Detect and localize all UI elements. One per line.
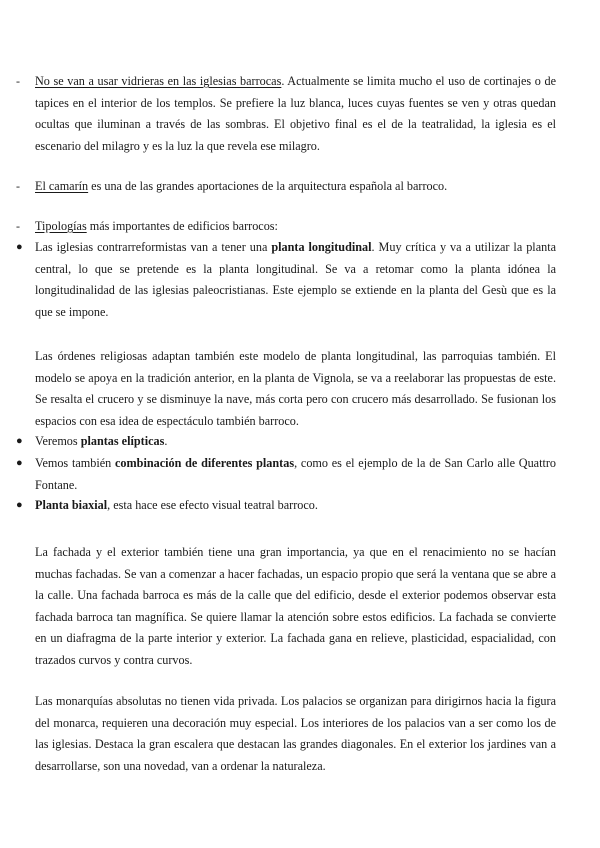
bullet-text-before: Veremos xyxy=(35,434,81,448)
bullet-marker: ● xyxy=(16,435,23,447)
bullet-bold-term: planta longitudinal xyxy=(271,240,372,254)
tipologias-text: más importantes de edificios barrocos: xyxy=(86,219,278,233)
dash-marker: - xyxy=(16,219,20,233)
bullet-marker: ● xyxy=(16,499,23,511)
paragraph-ordenes-religiosas: Las órdenes religiosas adaptan también este modelo de planta longitudinal, las parroquias también. El modelo se apoya en la tradición anterior, en la planta de Vignola, se va a reelaborar las propuestas de este. Se resalta el crucero y se disminuye la nave, más corta pero con crucero más desarrollado. Se fusionan los espacios con esa idea de espectáculo también barroco. xyxy=(35,349,556,428)
bullet-text-after: . Muy crítica y va a utilizar la planta central, lo que se pretende es la planta longitudinal. Se va a retomar como la planta idónea la longitudinalidad de las iglesias paleocristianas. Este ejemplo se extiende en la planta del Gesù que es la que se impone. xyxy=(35,240,556,319)
bullet-marker: ● xyxy=(16,241,23,253)
bullet-bold-term: Planta biaxial xyxy=(35,498,108,512)
bullet-text-after: , como es el ejemplo de la de San Carlo alle Quattro Fontane. xyxy=(35,456,557,492)
bullet-text-before: Las iglesias contrarreformistas van a tener una xyxy=(35,240,272,254)
paragraph-fachada: La fachada y el exterior también tiene una gran importancia, ya que en el renacimiento no se hacían muchas fachadas. Se van a comenzar a hacer fachadas, un espacio propio que será la ventana que se abre a la calle. Una fachada barroca es más de la calle que del edificio, desde el exterior podemos observar esta fachada barroca tan magnífica. Se quiere llamar la atención sobre estos edificios. La fachada se convierte en un diafragma de la parte interior y exterior. La fachada gana en relieve, plasticidad, espacialidad, con trazados curvos y contra curvos. xyxy=(35,545,556,667)
paragraph-vidrieras xyxy=(35,71,556,157)
dash-marker: - xyxy=(16,74,20,88)
underlined-term-tipologias: Tipologías xyxy=(35,219,87,233)
vidrieras-text: . Actualmente se limita mucho el uso de cortinajes o de tapices en el interior de los templos. Se prefiere la luz blanca, luces cuyas fuentes se ven y otras quedan ocultas que iluminan a través de las sombras. El objetivo final es el de la teatralidad, la iglesia es el escenario del milagro y es la luz la que revela ese milagro. xyxy=(35,74,556,153)
camarin-text: es una de las grandes aportaciones de la arquitectura española al barroco. xyxy=(88,179,448,193)
bullet-text-after: , esta hace ese efecto visual teatral barroco. xyxy=(107,498,318,512)
bullet-bold-term: combinación de diferentes plantas xyxy=(115,456,295,470)
bullet-item-plantas-elipticas xyxy=(35,431,556,453)
bullet-text-before: Vemos también xyxy=(35,456,116,470)
underlined-term-vidrieras: No se van a usar vidrieras en las iglesias barrocas xyxy=(35,74,282,88)
bullet-bold-term: plantas elípticas xyxy=(80,434,165,448)
bullet-item-planta-longitudinal xyxy=(35,237,556,323)
bullet-marker: ● xyxy=(16,457,23,469)
bullet-item-combinacion-plantas xyxy=(35,453,556,496)
underlined-term-camarin: El camarín xyxy=(35,179,89,193)
dash-marker: - xyxy=(16,179,20,193)
paragraph-camarin xyxy=(35,176,556,198)
paragraph-tipologias xyxy=(35,216,556,238)
paragraph-monarquias: Las monarquías absolutas no tienen vida privada. Los palacios se organizan para dirigirnos hacia la figura del monarca, requieren una decoración muy especial. Los interiores de los palacios van a ser como los de las iglesias. Destaca la gran escalera que destacan las grandes diagonales. En el exterior los jardines van a desarrollarse, son una novedad, van a ordenar la naturaleza. xyxy=(35,694,556,773)
bullet-text-after: . xyxy=(164,434,168,448)
bullet-item-planta-biaxial xyxy=(35,495,556,517)
